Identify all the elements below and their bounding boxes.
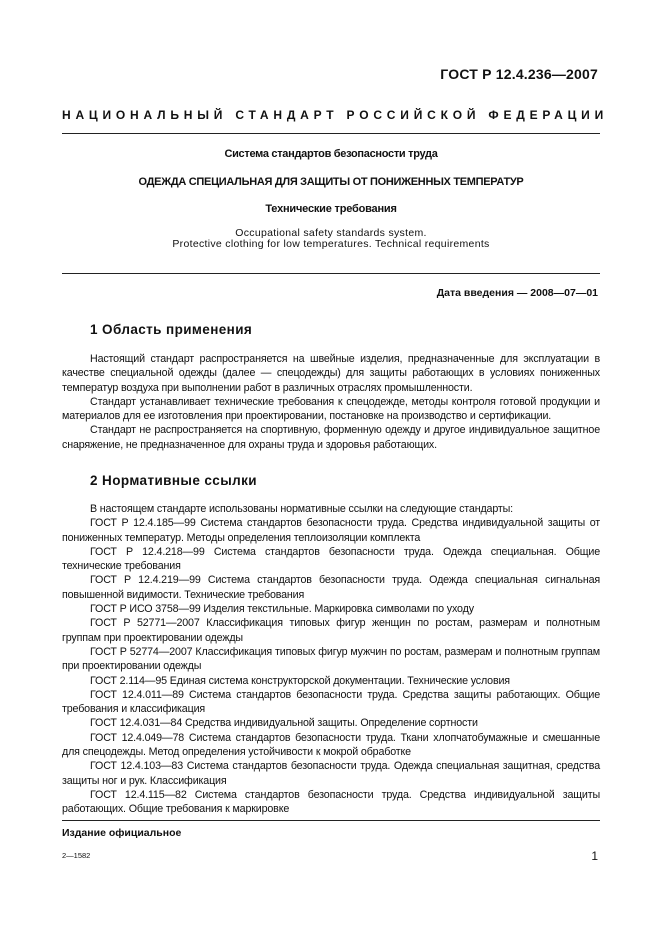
reference-item: ГОСТ 2.114—95 Единая система конструкторской документации. Технические условия <box>90 674 510 687</box>
title-divider <box>62 273 600 274</box>
document-subtitle: Технические требования <box>265 203 397 215</box>
reference-item: ГОСТ 12.4.049—78 Система стандартов безопасности труда. Ткани хлопчатобумажные и смешанные для спецодежды. Метод определения устойчивости к мокрой обработке <box>62 731 600 759</box>
english-title-line-1: Occupational safety standards system. <box>235 227 427 239</box>
reference-item: ГОСТ Р 52774—2007 Классификация типовых фигур мужчин по ростам, размерам и полнотным группам при проектировании одежды <box>62 645 600 673</box>
document-title: ОДЕЖДА СПЕЦИАЛЬНАЯ ДЛЯ ЗАЩИТЫ ОТ ПОНИЖЕННЫХ ТЕМПЕРАТУР <box>138 176 524 188</box>
paragraph: Настоящий стандарт распространяется на швейные изделия, предназначенные для эксплуатации в качестве специальной одежды (далее — спецодежды) для защиты работающих в условиях пониженных температур воздуха при выполнении работ в различных отраслях промышленности. <box>62 353 600 394</box>
reference-item: ГОСТ 12.4.115—82 Система стандартов безопасности труда. Средства индивидуальной защиты работающих. Общие требования к маркировке <box>62 788 600 816</box>
official-edition-label: Издание официальное <box>62 827 182 839</box>
reference-item: ГОСТ Р 12.4.185—99 Система стандартов безопасности труда. Средства индивидуальной защиты от пониженных температур. Методы определения теплоизоляции комплекта <box>62 517 600 544</box>
reference-item: ГОСТ Р 12.4.219—99 Система стандартов безопасности труда. Одежда специальная сигнальная повышенной видимости. Технические требования <box>62 574 600 601</box>
document-code: ГОСТ Р 12.4.236—2007 <box>440 66 598 82</box>
paragraph: В настоящем стандарте использованы нормативные ссылки на следующие стандарты: <box>90 503 513 515</box>
section-2-heading: 2 Нормативные ссылки <box>90 473 257 488</box>
paragraph: Стандарт не распространяется на спортивную, форменную одежду и другое индивидуальное защитное снаряжение, не предназначенное для охраны труда и здоровья работающих. <box>62 424 600 451</box>
reference-item: ГОСТ 12.4.011—89 Система стандартов безопасности труда. Средства защиты работающих. Общие требования и классификация <box>62 688 600 716</box>
reference-item: ГОСТ Р ИСО 3758—99 Изделия текстильные. Маркировка символами по уходу <box>90 603 474 616</box>
paragraph: Стандарт устанавливает технические требования к спецодежде, методы контроля готовой продукции и материалов для ее изготовления при проектировании, постановке на производство и сертификации. <box>62 395 600 423</box>
section-1-heading: 1 Область применения <box>90 322 253 337</box>
reference-item: ГОСТ Р 12.4.218—99 Система стандартов безопасности труда. Одежда специальная. Общие технические требования <box>62 545 600 573</box>
system-title: Система стандартов безопасности труда <box>224 148 438 160</box>
print-code: 2—1582 <box>62 851 91 860</box>
section-1-body <box>62 352 600 452</box>
national-standard-heading: НАЦИОНАЛЬНЫЙ СТАНДАРТ РОССИЙСКОЙ ФЕДЕРАЦИИ <box>62 108 609 122</box>
footer-divider <box>62 820 600 821</box>
section-2-body <box>62 502 600 817</box>
introduction-date: Дата введения — 2008—07—01 <box>436 287 598 299</box>
top-divider <box>62 133 600 134</box>
english-title-line-2: Protective clothing for low temperatures. Technical requirements <box>172 238 490 250</box>
reference-item: ГОСТ 12.4.031—84 Средства индивидуальной защиты. Определение сортности <box>90 717 478 730</box>
reference-item: ГОСТ Р 52771—2007 Классификация типовых фигур женщин по ростам, размерам и полнотным группам при проектировании одежды <box>62 617 600 644</box>
page-number: 1 <box>591 849 598 863</box>
reference-item: ГОСТ 12.4.103—83 Система стандартов безопасности труда. Одежда специальная защитная, средства защиты ног и рук. Классификация <box>62 760 600 787</box>
